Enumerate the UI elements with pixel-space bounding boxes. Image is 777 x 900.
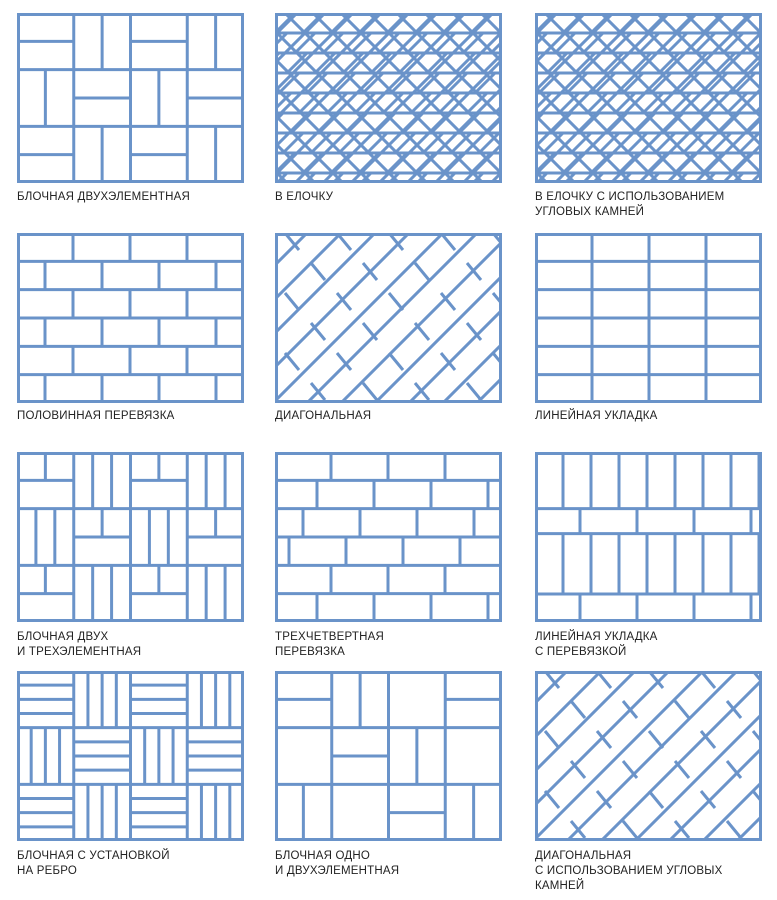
paver-field [535,13,762,183]
caption-herringbone-corner [535,190,775,220]
pattern-diagonal-corner [535,671,762,841]
caption-line: ДИАГОНАЛЬНАЯ [275,410,372,422]
caption-herringbone [275,190,515,205]
paver-joint [433,233,502,403]
pattern-linear-bond [535,452,762,622]
pattern-diagonal [275,233,502,403]
paver-joint [275,233,351,403]
paver-joint [535,671,577,841]
caption-line: В ЕЛОЧКУ [275,191,334,203]
paver-joint [415,323,429,340]
caption-line: КАМНЕЙ [535,880,585,892]
caption-line: С ИСПОЛЬЗОВАНИЕМ УГЛОВЫХ [535,865,723,877]
pattern-herringbone-corner [535,13,762,183]
caption-half-bond [17,409,257,424]
paver-joint [355,93,375,113]
paver-joint [467,93,487,113]
paver-joint [623,821,637,838]
paver-joint [587,93,607,113]
linear-bond-diagram [535,452,762,622]
paver-joint [363,383,377,400]
paver-joint [379,33,399,53]
caption-line: ЛИНЕЙНАЯ УКЛАДКА [535,410,658,422]
paver-joint [311,263,325,280]
pattern-three-quarter [275,452,502,622]
diagonal-corner-diagram [535,671,762,841]
caption-block-two [17,190,257,205]
block-edge-diagram [17,671,244,841]
caption-line: В ЕЛОЧКУ С ИСПОЛЬЗОВАНИЕМ [535,191,725,203]
pattern-half-bond [17,233,244,403]
pattern-block-two [17,13,244,183]
caption-linear [535,409,775,424]
paver-field [275,233,502,403]
paver-joint [439,93,459,113]
caption-line: И ДВУХЭЛЕМЕНТНАЯ [275,865,400,877]
caption-line: ПЕРЕВЯЗКА [275,646,345,658]
caption-line: С ПЕРЕВЯЗКОЙ [535,646,627,658]
caption-line: ПОЛОВИННАЯ ПЕРЕВЯЗКА [17,410,175,422]
paver-joint [327,93,347,113]
paver-joint [727,821,741,838]
paver-joint [351,33,371,53]
paver-joint [611,33,631,53]
paver-joint [299,93,319,113]
paver-joint [545,791,559,808]
caption-line: БЛОЧНАЯ С УСТАНОВКОЙ [17,850,170,862]
pattern-frame [277,235,501,402]
pattern-block-edge [17,671,244,841]
caption-line: БЛОЧНАЯ ДВУХ [17,631,109,643]
block-two-diagram [17,13,244,183]
caption-linear-bond [535,630,775,660]
paver-joint [693,671,762,841]
paver-joint [727,93,747,113]
paver-joint [383,93,403,113]
paver-joint [535,671,611,841]
paver-joint [623,761,637,778]
caption-line: И ТРЕХЭЛЕМЕНТНАЯ [17,646,142,658]
paver-joint [671,93,691,113]
paver-joint [407,33,427,53]
pattern-block-one-two [275,671,502,841]
paver-joint [389,293,403,310]
caption-line: УГЛОВЫХ КАМНЕЙ [535,206,645,218]
paver-joint [675,701,689,718]
block-one-two-diagram [275,671,502,841]
paver-joint [667,33,687,53]
paver-joint [285,353,299,370]
caption-line: ТРЕХЧЕТВЕРТНАЯ [275,631,384,643]
caption-diagonal [275,409,515,424]
paver-joint [675,761,689,778]
paver-joint [545,731,559,748]
diagonal-diagram [275,233,502,403]
linear-diagram [535,233,762,403]
paver-joint [695,33,715,53]
herringbone-corner-diagram [535,13,762,183]
paver-joint [435,33,455,53]
caption-line: БЛОЧНАЯ ОДНО [275,850,371,862]
paver-joint [639,33,659,53]
herringbone-diagram [275,13,502,183]
paver-joint [615,93,635,113]
paver-joint [559,93,579,113]
paver-field [275,13,502,183]
caption-block-one-two [275,849,515,879]
paver-joint [363,323,377,340]
paver-joint [323,33,343,53]
paver-joint [415,263,429,280]
paver-field [535,671,762,841]
pattern-frame [537,673,761,840]
paver-joint [699,93,719,113]
pattern-block-two-three [17,452,244,622]
paver-joint [643,93,663,113]
pattern-herringbone [275,13,502,183]
caption-line: НА РЕБРО [17,865,78,877]
paver-joint [411,93,431,113]
paver-joint [463,33,483,53]
caption-line: БЛОЧНАЯ ДВУХЭЛЕМЕНТНАЯ [17,191,190,203]
paver-joint [649,791,663,808]
paver-joint [467,383,481,400]
block-two-three-diagram [17,452,244,622]
paver-joint [295,33,315,53]
caption-line: ДИАГОНАЛЬНАЯ [535,850,632,862]
half-bond-diagram [17,233,244,403]
paver-joint [583,33,603,53]
paver-joint [571,701,585,718]
caption-block-two-three [17,630,257,660]
paver-joint [389,353,403,370]
paver-joint [723,33,743,53]
three-quarter-diagram [275,452,502,622]
pattern-linear [535,233,762,403]
caption-block-edge [17,849,257,879]
paver-joint [555,33,575,53]
paver-joint [285,293,299,310]
caption-line: ЛИНЕЙНАЯ УКЛАДКА [535,631,658,643]
caption-three-quarter [275,630,515,660]
paver-joint [649,731,663,748]
caption-diagonal-corner [535,849,775,894]
paver-joint [275,233,317,403]
